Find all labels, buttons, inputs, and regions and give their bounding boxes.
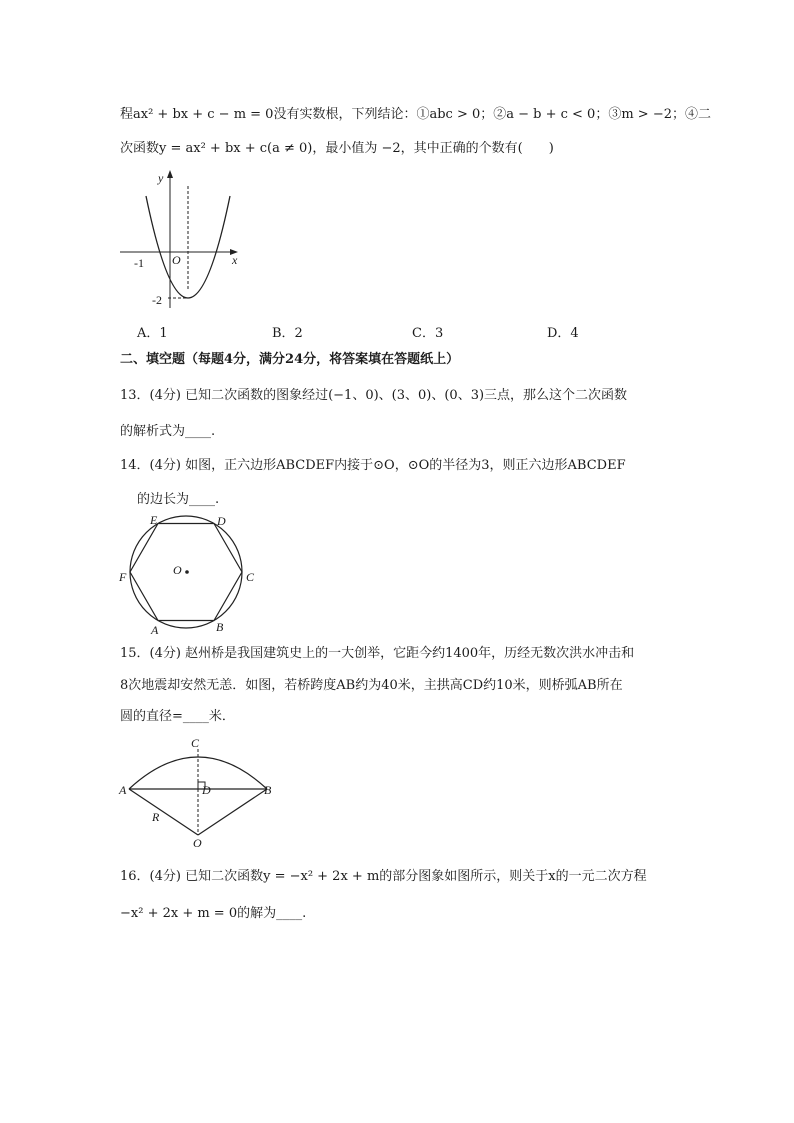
q13-text-line-2: 的解析式为____. [120, 424, 216, 439]
q14-hexagon-figure [116, 512, 266, 640]
q14-label-b: B [216, 620, 224, 634]
q14-label-o: O [173, 563, 182, 577]
q12-parabola-figure [118, 166, 248, 314]
q15-text-line-3: 圆的直径=____米． [120, 709, 235, 724]
q12-choice-c: C．3 [412, 326, 444, 341]
q12-tick-neg1: -1 [134, 256, 144, 270]
q15-label-c: C [191, 736, 200, 750]
q15-label-a: A [119, 783, 127, 797]
q14-label-a: A [151, 623, 159, 637]
q14-text-line-1: 14．(4分) 如图，正六边形ABCDEF内接于⊙O，⊙O的半径为3，则正六边形ABCDEF [120, 458, 626, 473]
q16-text-line-2: −x² + 2x + m = 0的解为____. [120, 906, 307, 921]
q12-text-line-2: 次函数y = ax² + bx + c(a ≠ 0)，最小值为 −2，其中正确的个数有( ) [120, 141, 554, 156]
q16-text-line-1: 16．(4分) 已知二次函数y = −x² + 2x + m的部分图象如图所示，则关于x的一元二次方程 [120, 869, 647, 884]
section-heading-fill-in: 二、填空题（每题4分，满分24分，将答案填在答题纸上） [120, 352, 460, 367]
q15-label-b: B [264, 783, 272, 797]
q15-label-o: O [193, 836, 202, 850]
q12-choice-d: D．4 [547, 326, 579, 341]
q15-label-r: R [152, 810, 160, 824]
q12-origin-label: O [172, 253, 181, 267]
q12-x-axis-label: x [232, 253, 238, 267]
q14-label-e: E [150, 513, 158, 527]
q12-text-line-1: 程ax² + bx + c − m = 0没有实数根，下列结论：①abc > 0；②a − b + c < 0；③m > −2；④二 [120, 107, 711, 122]
q12-choice-a: A．1 [137, 326, 168, 341]
q15-bridge-figure [116, 735, 286, 853]
q14-label-d: D [217, 514, 226, 528]
q14-label-c: C [246, 570, 255, 584]
q15-label-d: D [202, 783, 211, 797]
q12-y-axis-label: y [158, 171, 164, 185]
q12-choice-b: B．2 [272, 326, 303, 341]
q15-text-line-2: 8次地震却安然无恙．如图，若桥跨度AB约为40米，主拱高CD约10米，则桥弧AB所在 [120, 678, 623, 693]
q14-text-line-2: 的边长为____. [137, 492, 220, 507]
q15-text-line-1: 15．(4分) 赵州桥是我国建筑史上的一大创举，它距今约1400年，历经无数次洪水冲击和 [120, 646, 635, 661]
q14-label-f: F [119, 570, 127, 584]
q13-text-line-1: 13．(4分) 已知二次函数的图象经过(−1、0)、(3、0)、(0、3)三点，那么这个二次函数 [120, 388, 628, 403]
q12-tick-neg2: -2 [152, 293, 162, 307]
